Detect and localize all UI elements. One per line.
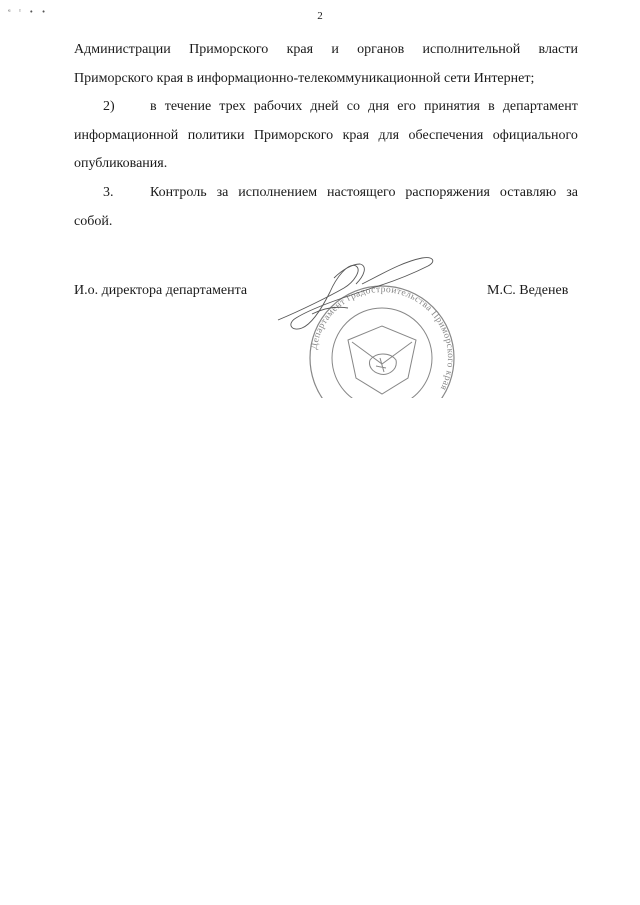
word: официального <box>492 127 578 143</box>
word: Приморского <box>253 127 334 143</box>
word: его <box>397 99 416 115</box>
word: органов <box>357 42 405 57</box>
word: исполнением <box>238 184 318 200</box>
item-2-text <box>150 93 578 122</box>
signer-title: И.о. директора департамента <box>74 283 248 298</box>
paragraph-2-line-2 <box>74 122 578 151</box>
official-stamp-with-signature <box>272 248 462 398</box>
word: края <box>286 42 314 57</box>
word: обеспечения <box>408 127 484 143</box>
item-3-text <box>150 179 578 208</box>
stamp-ring-text: Департамент градостроительства Приморского края <box>309 284 456 392</box>
word: для <box>378 127 400 143</box>
paragraph-1-line-2: Приморского края в информационно-телекоммуникационной сети Интернет; <box>74 70 535 86</box>
word: в <box>488 99 495 115</box>
signer-name: М.С. Веденев <box>487 283 569 298</box>
word: Администрации <box>74 42 171 57</box>
item-3-number: 3. <box>103 184 114 200</box>
word: за <box>216 184 229 200</box>
item-2-number: 2) <box>103 99 115 115</box>
word: Приморского <box>189 42 269 57</box>
word: Контроль <box>150 184 207 200</box>
word: трех <box>219 99 246 115</box>
word: со <box>346 99 360 115</box>
word: власти <box>538 42 578 57</box>
word: в <box>150 99 157 115</box>
paragraph-2-line-1 <box>74 93 578 122</box>
paragraph-3-line-2: собой. <box>74 213 113 229</box>
stamp-emblem-icon <box>348 326 416 394</box>
paragraph-2-line-3: опубликования. <box>74 156 168 172</box>
document-body <box>74 36 578 236</box>
word: и <box>331 42 339 57</box>
scan-artifact-marks: ᵉ ᶦ • • <box>8 8 49 16</box>
page-number: 2 <box>317 10 323 22</box>
word: распоряжения <box>405 184 490 200</box>
paragraph-3-line-1 <box>74 179 578 208</box>
word: настоящего <box>327 184 396 200</box>
word: рабочих <box>253 99 303 115</box>
word: исполнительной <box>422 42 521 57</box>
word: дней <box>310 99 339 115</box>
word: течение <box>164 99 212 115</box>
word: края <box>342 127 370 143</box>
word: дня <box>368 99 390 115</box>
word: политики <box>187 127 245 143</box>
word: за <box>566 184 578 200</box>
word: оставляю <box>499 184 557 200</box>
paragraph-1-line-1 <box>74 36 578 65</box>
word: принятия <box>424 99 480 115</box>
word: департамент <box>502 99 578 115</box>
word: информационной <box>74 127 179 143</box>
